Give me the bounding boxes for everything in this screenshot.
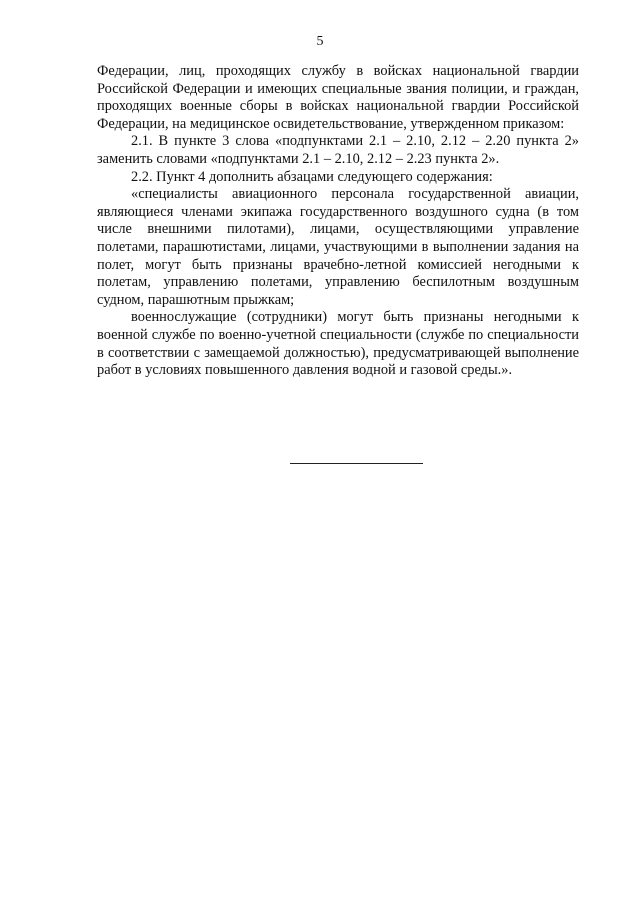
paragraph-continuation: Федерации, лиц, проходящих службу в войсках национальной гвардии Российской Федерации и имеющих специальные звания полиции, и граждан, проходящих военные сборы в войсках национальной гвардии Российской Федерации, на медицинское освидетельствование, утвержденном приказом:: [97, 63, 579, 132]
paragraph-aviation-specialists: «специалисты авиационного персонала государственной авиации, являющиеся членами экипажа государственного воздушного судна (в том числе внешними пилотами), лицами, осуществляющими управление полетами, парашютистами, лицами, участвующими в выполнении задания на полет, могут быть признаны врачебно-летной комиссией негодными к полетам, управлению полетами, управлению беспилотным воздушным судном, парашютным прыжкам;: [97, 186, 579, 308]
paragraph-servicemen: военнослужащие (сотрудники) могут быть признаны негодными к военной службе по военно-учетной специальности (службе по специальности в соответствии с замещаемой должностью), предусматривающей выполнение работ в условиях повышенного давления водной и газовой среды.».: [97, 309, 579, 379]
document-body: [97, 63, 579, 380]
paragraph-2-1: 2.1. В пункте 3 слова «подпунктами 2.1 – 2.10, 2.12 – 2.20 пункта 2» заменить словами «подпунктами 2.1 – 2.10, 2.12 – 2.23 пункта 2».: [97, 133, 579, 167]
page-number: 5: [316, 34, 324, 49]
end-separator-line: [290, 463, 423, 464]
paragraph-2-2: 2.2. Пункт 4 дополнить абзацами следующего содержания:: [131, 168, 493, 185]
